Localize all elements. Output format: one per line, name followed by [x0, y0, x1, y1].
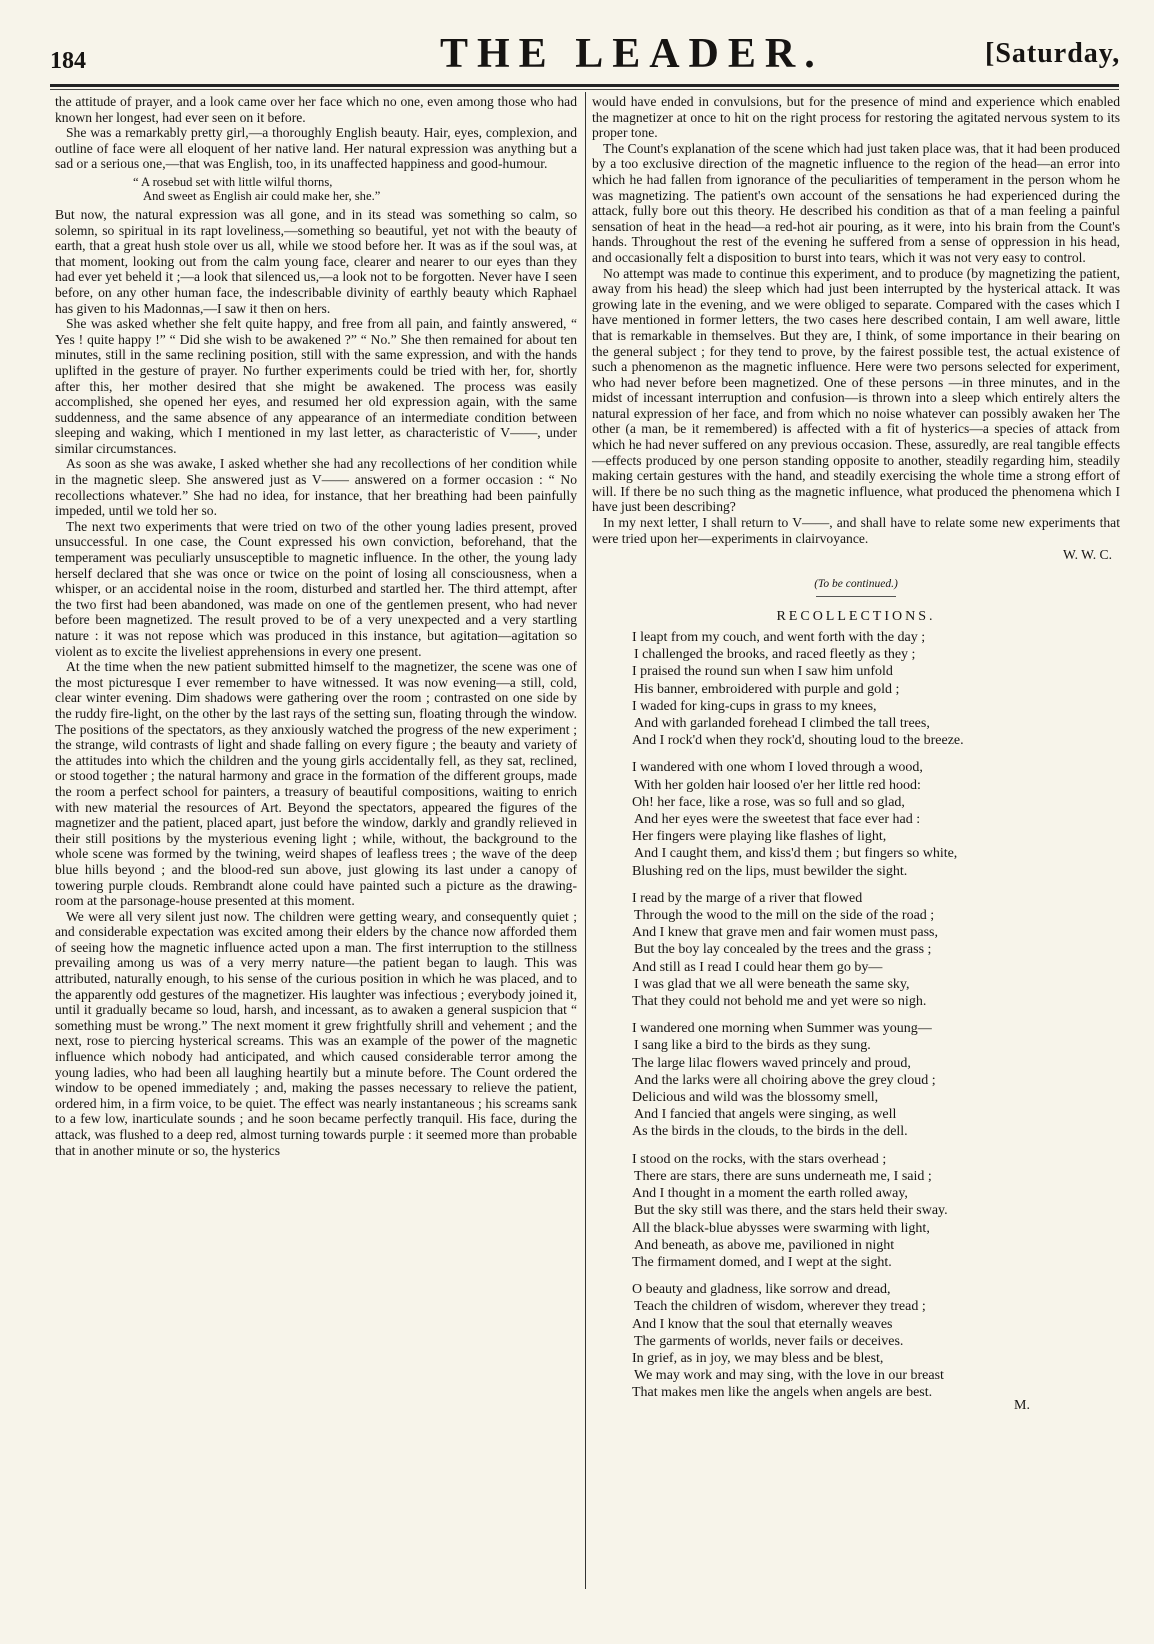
poem-line: The firmament domed, and I wept at the sight.: [632, 1254, 892, 1270]
poem-stanza: [632, 759, 1120, 879]
poem-stanza: [632, 1151, 1120, 1271]
poem-line: As the birds in the clouds, to the birds in the dell.: [632, 1124, 908, 1140]
poem-line: And with garlanded forehead I climbed the tall trees,: [634, 716, 930, 732]
poem-line: Oh! her face, like a rose, was so full and so glad,: [632, 794, 905, 810]
poem-line: I stood on the rocks, with the stars overhead ;: [632, 1151, 887, 1167]
poem-line: And I knew that grave men and fair women must pass,: [632, 925, 938, 941]
article-paragraph: No attempt was made to continue this experiment, and to produce (by magnetizing the patient, away from his head) the sleep which had just been interrupted by the hysterical attack. It was growing late in the evening, and we were obliged to separate. Compared with the cases which I have mentioned in former letters, the two cases here described contain, I am well aware, little that is remarkable in themselves. But they are, I think, of some importance in their bearing on the general subject ; for they tend to prove, by the fairest possible test, the actual existence of such a phenomenon as the magnetic influence. Here were two persons selected for experiment, who had never before been magnetized. One of these persons —in three minutes, and in the midst of incessant interruption and confusion—is thrown into a sleep which entirely alters the natural expression of her face, and from which no noise whatever can possibly awaken her The other (a man, be it remembered) is affected with a fit of hysterics—a species of attack from which he had never suffered on any previous occasion. These, assuredly, are real tangible effects—effects produced by one person standing opposite to another, steadily regarding him, steadily making certain gestures with the hand, and steadily exercising the whole time a strong effort of will. If there be no such thing as the magnetic influence, what produced the phenomena which I have just been describing?: [592, 265, 1120, 515]
poem-line: And beneath, as above me, pavilioned in night: [634, 1237, 895, 1253]
article-signature: W. W. C.: [1063, 547, 1112, 563]
poem-line: Teach the children of wisdom, wherever they tread ;: [634, 1299, 926, 1315]
poem-title: RECOLLECTIONS.: [776, 609, 936, 625]
masthead-title: THE LEADER.: [440, 31, 824, 77]
poem-line: That makes men like the angels when angels are best.: [632, 1385, 933, 1401]
poem-line: The garments of worlds, never fails or deceives.: [634, 1333, 904, 1349]
poem-line: The large lilac flowers waved princely and proud,: [632, 1055, 911, 1071]
poem-line: I wandered one morning when Summer was young—: [632, 1021, 932, 1037]
poem-signature: M.: [1014, 1397, 1030, 1413]
poem-line: I wandered with one whom I loved through a wood,: [632, 760, 923, 776]
poem-body: [592, 629, 1120, 1402]
article-paragraph: the attitude of prayer, and a look came over her face which no one, even among those who had known her longest, had ever seen on it before.: [55, 94, 577, 125]
poem-line: And I know that the soul that eternally weaves: [632, 1316, 893, 1332]
poem-line: His banner, embroidered with purple and gold ;: [634, 681, 900, 697]
poem-line: I was glad that we all were beneath the same sky,: [634, 976, 910, 992]
article-paragraph: She was asked whether she felt quite happy, and free from all pain, and faintly answered, “ Yes ! quite happy !” “ Did she wish to be awakened ?” “ No.” She then remained for about ten minutes, still in the same reclining position, still with the same expression, and with the hands uplifted in the gesture of prayer. No further experiments could be tried with her, for, shortly after this, her mother desired that she might be awakened. The process was easily accomplished, she opened her eyes, and resumed her old expression again, with the same suddenness, and the same absence of any appearance of an intermediate condition between sleeping and waking, which I mentioned in my last letter, as characteristic of V——, under similar circumstances.: [55, 316, 577, 456]
article-paragraph: But now, the natural expression was all gone, and in its stead was something so calm, so solemn, so spiritual in its rapt loveliness,—something so beautiful, yet not with the beauty of earth, that a great hush stole over us all, while we stood before her. It was as if the soul was, at that moment, looking out from the calm young face, clearer and nearer to our eyes than they had ever yet beheld it ;—a look that silenced us,—a look not to be forgotten. Never have I seen before, on any other human face, the indescribable divinity of earthly beauty which Raphael has given to his Madonnas,—I saw it then on hers.: [55, 206, 577, 316]
poem-line: Through the wood to the mill on the side of the road ;: [634, 908, 935, 924]
article-paragraph: We were all very silent just now. The children were getting weary, and consequently quiet ; and considerable expectation was excited among their elders by the chance now afforded them of seeing how the magnetic influence acted upon a man. The first interruption to the stillness prevailing among us was of a very merry nature—the patient began to laugh. This was attributed, naturally enough, to his sense of the curious position in which he was placed, and to the apparently odd gestures of the magnetizer. His laughter was infectious ; everybody joined it, until it gradually became so loud, harsh, and incessant, as to awaken a general suspicion that “ something must be wrong.” The next moment it grew frightfully shrill and vehement ; and the next, rose to piercing hysterical screams. This was an example of the power of the magnetic influence which nobody had anticipated, and which caused considerable terror among the young ladies, who had been all laughing heartily but a minute before. The Count ordered the window to be opened immediately ; and, making the passes necessary to relieve the patient, ordered him, in a firm voice, to be quiet. The effect was nearly instantaneous ; his screams sank to a few low, inarticulate sounds ; and he soon became perfectly tranquil. His face, during the attack, was flushed to a deep red, almost turning towards purple : it seemed more than probable that in another minute or so, the hysterics: [55, 908, 577, 1158]
page-header: [0, 0, 1154, 96]
poem-line: We may work and may sing, with the love in our breast: [634, 1368, 944, 1384]
poem-line: And still as I read I could hear them go by—: [632, 959, 883, 975]
poem-line: O beauty and gladness, like sorrow and dread,: [632, 1282, 891, 1298]
header-rule: [50, 84, 1119, 87]
poem-line: There are stars, there are suns underneath me, I said ;: [634, 1168, 932, 1184]
block-quote: [55, 175, 577, 203]
poem-line: All the black-blue abysses were swarming with light,: [632, 1220, 930, 1236]
article-paragraph: would have ended in convulsions, but for the presence of mind and experience which enabled the magnetizer at once to hit on the right process for restoring the agitated nervous system to its proper tone.: [592, 94, 1120, 141]
article-paragraph: The Count's explanation of the scene which had just taken place was, that it had been produced by a too exclusive direction of the magnetic influence to the region of the head—an error into which he had fallen from ignorance of the peculiarities of temperament in the person whom he was magnetizing. The patient's own account of the sensations he had experienced during the attack, fully bore out this theory. He described his condition as that of a man feeling a painful sensation of heat in the head—a red-hot air pouring, as it were, into his brain from the Count's hands. Throughout the rest of the evening he suffered from a sense of oppression in his head, and occasionally felt a disposition to burst into tears, which it was not very easy to control.: [592, 140, 1120, 265]
quote-line: And sweet as English air could make her, she.”: [143, 188, 381, 203]
section-rule: [816, 596, 896, 597]
poem-stanza: [632, 1020, 1120, 1140]
poem-line: And I rock'd when they rock'd, shouting loud to the breeze.: [632, 733, 964, 749]
continued-note: (To be continued.): [814, 577, 898, 590]
poem-line: And I caught them, and kiss'd them ; but fingers so white,: [634, 846, 958, 862]
issue-day: [Saturday,: [985, 38, 1121, 69]
poem-line: And I fancied that angels were singing, as well: [634, 1107, 897, 1123]
poem-line: Delicious and wild was the blossomy smell,: [632, 1090, 879, 1106]
article-paragraph: The next two experiments that were tried on two of the other young ladies present, proved unsuccessful. In one case, the Count expressed his own conviction, beforehand, that the temperament was peculiarly unsusceptible to magnetic influence. In the other, the young lady herself declared that she was once or twice on the point of losing all consciousness, when a whisper, or an accidental noise in the room, disturbed and startled her. The third attempt, after the two first had been abandoned, was made on one of the gentlemen present, who had never before been magnetized. The result proved to be of a very unexpected and a very startling nature : it was not repose which was produced in this instance, but agitation—agitation so violent as to excite the liveliest apprehensions in every one present.: [55, 518, 577, 659]
poem-line: And her eyes were the sweetest that face ever had :: [634, 812, 921, 828]
poem-stanza: [632, 1281, 1120, 1401]
poem-line: And I thought in a moment the earth rolled away,: [632, 1186, 908, 1202]
right-column: [592, 94, 1120, 1413]
poem-line: I challenged the brooks, and raced fleetly as they ;: [634, 647, 916, 663]
poem-line: I waded for king-cups in grass to my knees,: [632, 698, 877, 714]
header-rule-thin: [50, 89, 1119, 90]
article-paragraph: She was a remarkably pretty girl,—a thoroughly English beauty. Hair, eyes, complexion, and outline of face were all eloquent of her native land. Her natural expression was anything but a sad or a serious one,—that was English, too, in its unaffected happiness and good-humour.: [55, 125, 577, 172]
poem-line: I leapt from my couch, and went forth with the day ;: [632, 630, 926, 645]
article-paragraph: As soon as she was awake, I asked whether she had any recollections of her condition while in the magnetic sleep. She answered just as V—— answered on a former occasion : “ No recollections whatever.” She had no idea, for instance, that her breathing had been painfully impeded, until we told her so.: [55, 456, 577, 519]
poem-line: Blushing red on the lips, must bewilder the sight.: [632, 863, 908, 879]
poem-line: And the larks were all choiring above the grey cloud ;: [634, 1072, 936, 1088]
poem-line: In grief, as in joy, we may bless and be blest,: [632, 1350, 884, 1366]
poem-line: I sang like a bird to the birds as they sung.: [634, 1038, 871, 1054]
quote-line: “ A rosebud set with little wilful thorns,: [133, 174, 333, 189]
poem-line: I praised the round sun when I saw him unfold: [632, 664, 893, 680]
poem-line: But the boy lay concealed by the trees and the grass ;: [634, 942, 932, 958]
article-paragraph: In my next letter, I shall return to V——, and shall have to relate some new experiments that were tried upon her—experiments in clairvoyance.: [592, 515, 1120, 546]
poem-stanza: [632, 629, 1120, 749]
poem-line: With her golden hair loosed o'er her little red hood:: [634, 777, 921, 793]
poem-line: Her fingers were playing like flashes of light,: [632, 829, 887, 845]
poem-line: But the sky still was there, and the stars held their sway.: [634, 1203, 948, 1219]
column-divider: [585, 92, 586, 1589]
article-paragraph: At the time when the new patient submitted himself to the magnetizer, the scene was one of the most picturesque I ever remember to have witnessed. It was now evening—a still, cold, clear winter evening. Dim shadows were gathering over the room ; contrasted on one side by the ruddy fire-light, on the other by the last rays of the setting sun, floating through the window. The positions of the spectators, as they anxiously watched the progress of the new experiment ; the strange, wild contrasts of light and shade falling on every figure ; the beauty and variety of the attitudes into which the children and the young girls accidentally fell, as they sat, reclined, or stood together ; the natural harmony and grace in the formation of the different groups, made the room a perfect school for painters, a treasury of beautiful compositions, waiting to enrich with new material the resources of Art. Beyond the spectators, appeared the figures of the magnetizer and the patient, placed apart, just before the window, darkly and grandly relieved in their still positions by the mysterious evening light ; while, without, the background to the whole scene was formed by the twining, weird shapes of leafless trees ; the wave of the deep blue hills beyond ; and the blood-red sun above, just glowing its last under a canopy of towering purple clouds. Rembrandt alone could have painted such a picture as the drawing-room at the parsonage-house presented at this moment.: [55, 659, 577, 909]
poem-line: That they could not behold me and yet were so nigh.: [632, 994, 927, 1010]
poem-stanza: [632, 890, 1120, 1010]
left-column: [55, 94, 577, 1158]
poem-line: I read by the marge of a river that flowed: [632, 890, 863, 906]
page-number: 184: [50, 48, 86, 74]
